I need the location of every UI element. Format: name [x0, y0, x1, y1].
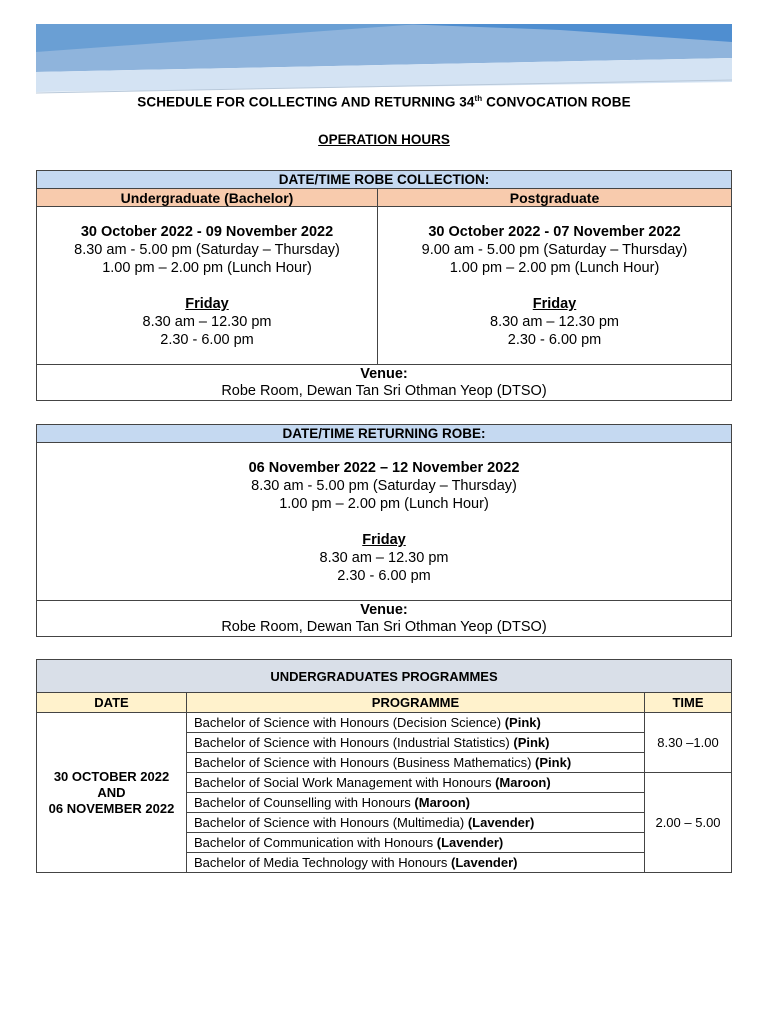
undergrad-programmes-table: [36, 659, 732, 873]
col-programme-header: PROGRAMME: [187, 693, 645, 713]
undergrad-lunch: 1.00 pm – 2.00 pm (Lunch Hour): [102, 260, 312, 276]
postgrad-label: Postgraduate: [378, 189, 732, 207]
postgrad-hours: 9.00 am - 5.00 pm (Saturday – Thursday): [421, 242, 688, 258]
postgrad-friday-label: Friday: [532, 296, 577, 312]
returning-venue: [37, 601, 732, 637]
programme-cell: Bachelor of Media Technology with Honours (Lavender): [187, 853, 645, 873]
collection-venue-text: Robe Room, Dewan Tan Sri Othman Yeop (DTSO): [221, 382, 547, 399]
returning-friday-afternoon: 2.30 - 6.00 pm: [337, 568, 431, 584]
date-line-1: 30 OCTOBER 2022: [53, 768, 170, 784]
programme-cell: Bachelor of Science with Honours (Industrial Statistics) (Pink): [187, 733, 645, 753]
programme-cell: Bachelor of Counselling with Honours (Maroon): [187, 793, 645, 813]
returning-heading: DATE/TIME RETURNING ROBE:: [37, 425, 732, 443]
robe-returning-table: [36, 424, 732, 637]
programme-cell: Bachelor of Science with Honours (Multimedia) (Lavender): [187, 813, 645, 833]
postgrad-lunch: 1.00 pm – 2.00 pm (Lunch Hour): [449, 260, 660, 276]
col-time-header: TIME: [645, 693, 732, 713]
collection-venue: [37, 365, 732, 401]
collection-venue-label: Venue:: [360, 365, 408, 382]
returning-venue-label: Venue:: [360, 601, 408, 618]
undergrad-friday-afternoon: 2.30 - 6.00 pm: [160, 332, 254, 348]
header-banner: [0, 0, 768, 100]
table-row: [37, 713, 732, 733]
collection-heading: DATE/TIME ROBE COLLECTION:: [37, 171, 732, 189]
postgrad-friday-morning: 8.30 am – 12.30 pm: [490, 314, 619, 330]
returning-date: 06 November 2022 – 12 November 2022: [248, 460, 520, 476]
programme-date-cell: [37, 713, 187, 873]
programme-cell: Bachelor of Science with Honours (Business Mathematics) (Pink): [187, 753, 645, 773]
undergrad-friday-label: Friday: [185, 296, 229, 312]
date-line-2: AND: [97, 784, 126, 800]
returning-friday-morning: 8.30 am – 12.30 pm: [319, 550, 449, 566]
returning-venue-text: Robe Room, Dewan Tan Sri Othman Yeop (DTSO): [221, 618, 547, 635]
programme-cell: Bachelor of Social Work Management with Honours (Maroon): [187, 773, 645, 793]
undergrad-hours: 8.30 am - 5.00 pm (Saturday – Thursday): [74, 242, 340, 258]
document-title: SCHEDULE FOR COLLECTING AND RETURNING 34th CONVOCATION ROBE: [137, 94, 631, 110]
time-slot-afternoon: 2.00 – 5.00: [645, 773, 732, 873]
returning-lunch: 1.00 pm – 2.00 pm (Lunch Hour): [279, 496, 489, 512]
undergrad-schedule: [37, 207, 378, 365]
undergrad-friday-morning: 8.30 am – 12.30 pm: [142, 314, 272, 330]
postgrad-friday-afternoon: 2.30 - 6.00 pm: [507, 332, 602, 348]
undergrad-label: Undergraduate (Bachelor): [37, 189, 378, 207]
programme-cell: Bachelor of Communication with Honours (Lavender): [187, 833, 645, 853]
returning-schedule: [37, 443, 732, 601]
date-line-3: 06 NOVEMBER 2022: [48, 800, 175, 816]
programme-cell: Bachelor of Science with Honours (Decision Science) (Pink): [187, 713, 645, 733]
returning-hours: 8.30 am - 5.00 pm (Saturday – Thursday): [251, 478, 517, 494]
operation-hours-heading: OPERATION HOURS: [318, 132, 450, 147]
postgrad-schedule: [378, 207, 732, 365]
col-date-header: DATE: [37, 693, 187, 713]
undergrad-date: 30 October 2022 - 09 November 2022: [80, 224, 334, 240]
programmes-title: UNDERGRADUATES PROGRAMMES: [37, 660, 732, 693]
robe-collection-table: [36, 170, 732, 401]
returning-friday-label: Friday: [362, 532, 406, 548]
postgrad-date: 30 October 2022 - 07 November 2022: [428, 224, 681, 240]
time-slot-morning: 8.30 –1.00: [645, 713, 732, 773]
